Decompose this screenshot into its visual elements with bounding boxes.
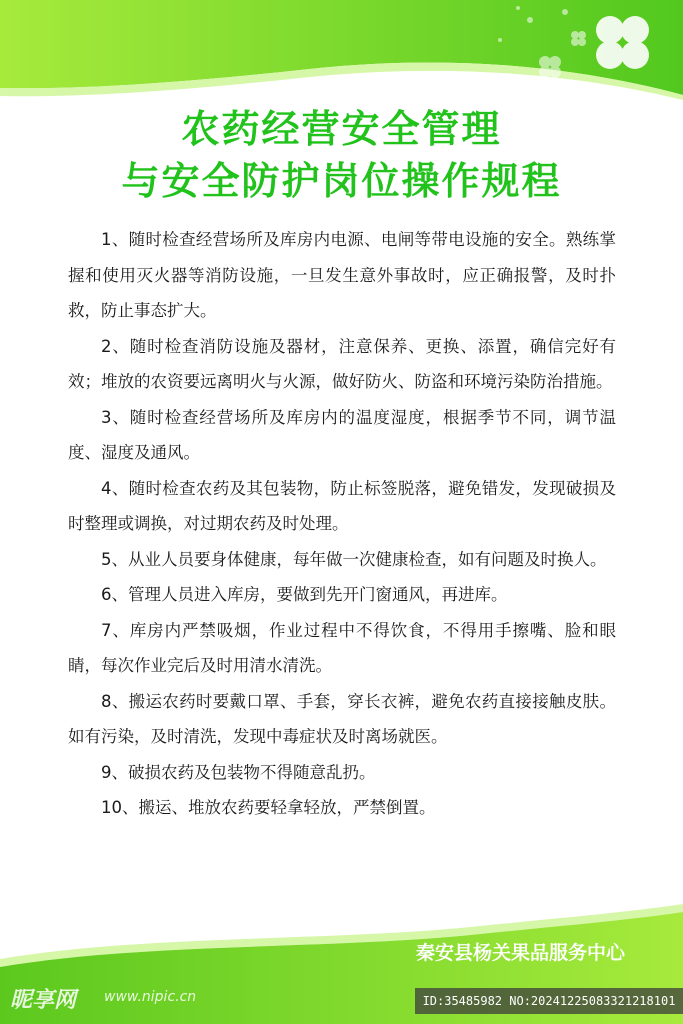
regulation-item-7: 7、库房内严禁吸烟，作业过程中不得饮食，不得用手擦嘴、脸和眼睛，每次作业完后及时用清水清洗。 (68, 620, 616, 675)
watermark-logo: 昵享网 (10, 988, 77, 1013)
regulation-item-3: 3、随时检查经营场所及库房内的温度湿度，根据季节不同，调节温度、湿度及通风。 (68, 407, 616, 462)
regulation-item-2: 2、随时检查消防设施及器材，注意保养、更换、添置，确信完好有效；堆放的农资要远离明火与火源，做好防火、防盗和环境污染防治措施。 (68, 336, 616, 391)
regulation-body (68, 222, 616, 826)
regulation-item-10: 10、搬运、堆放农药要轻拿轻放，严禁倒置。 (101, 798, 436, 817)
clover-decoration (470, 0, 683, 95)
regulation-item-8: 8、搬运农药时要戴口罩、手套，穿长衣裤，避免农药直接接触皮肤。如有污染，及时清洗，发现中毒症状及时离场就医。 (68, 691, 616, 746)
watermark-url: www.nipic.cn (104, 989, 197, 1005)
regulation-item-6: 6、管理人员进入库房，要做到先开门窗通风，再进库。 (101, 585, 508, 604)
regulation-item-1: 1、随时检查经营场所及库房内电源、电闸等带电设施的安全。熟练掌握和使用灭火器等消防设施，一旦发生意外事故时，应正确报警，及时扑救，防止事态扩大。 (68, 230, 616, 320)
regulation-item-5: 5、从业人员要身体健康，每年做一次健康检查，如有问题及时换人。 (101, 549, 607, 569)
regulation-item-4: 4、随时检查农药及其包装物，防止标签脱落，避免错发，发现破损及时整理或调换，对过期农药及时处理。 (68, 478, 616, 533)
image-id-bar: ID:35485982 NO:20241225083321218101 (415, 988, 683, 1014)
page-title-line-1: 农药经营安全管理 (181, 107, 502, 151)
page-title-line-2: 与安全防护岗位操作规程 (121, 159, 562, 203)
organization-name: 秦安县杨关果品服务中心 (415, 942, 625, 964)
regulation-item-9: 9、破损农药及包装物不得随意乱扔。 (101, 762, 376, 782)
